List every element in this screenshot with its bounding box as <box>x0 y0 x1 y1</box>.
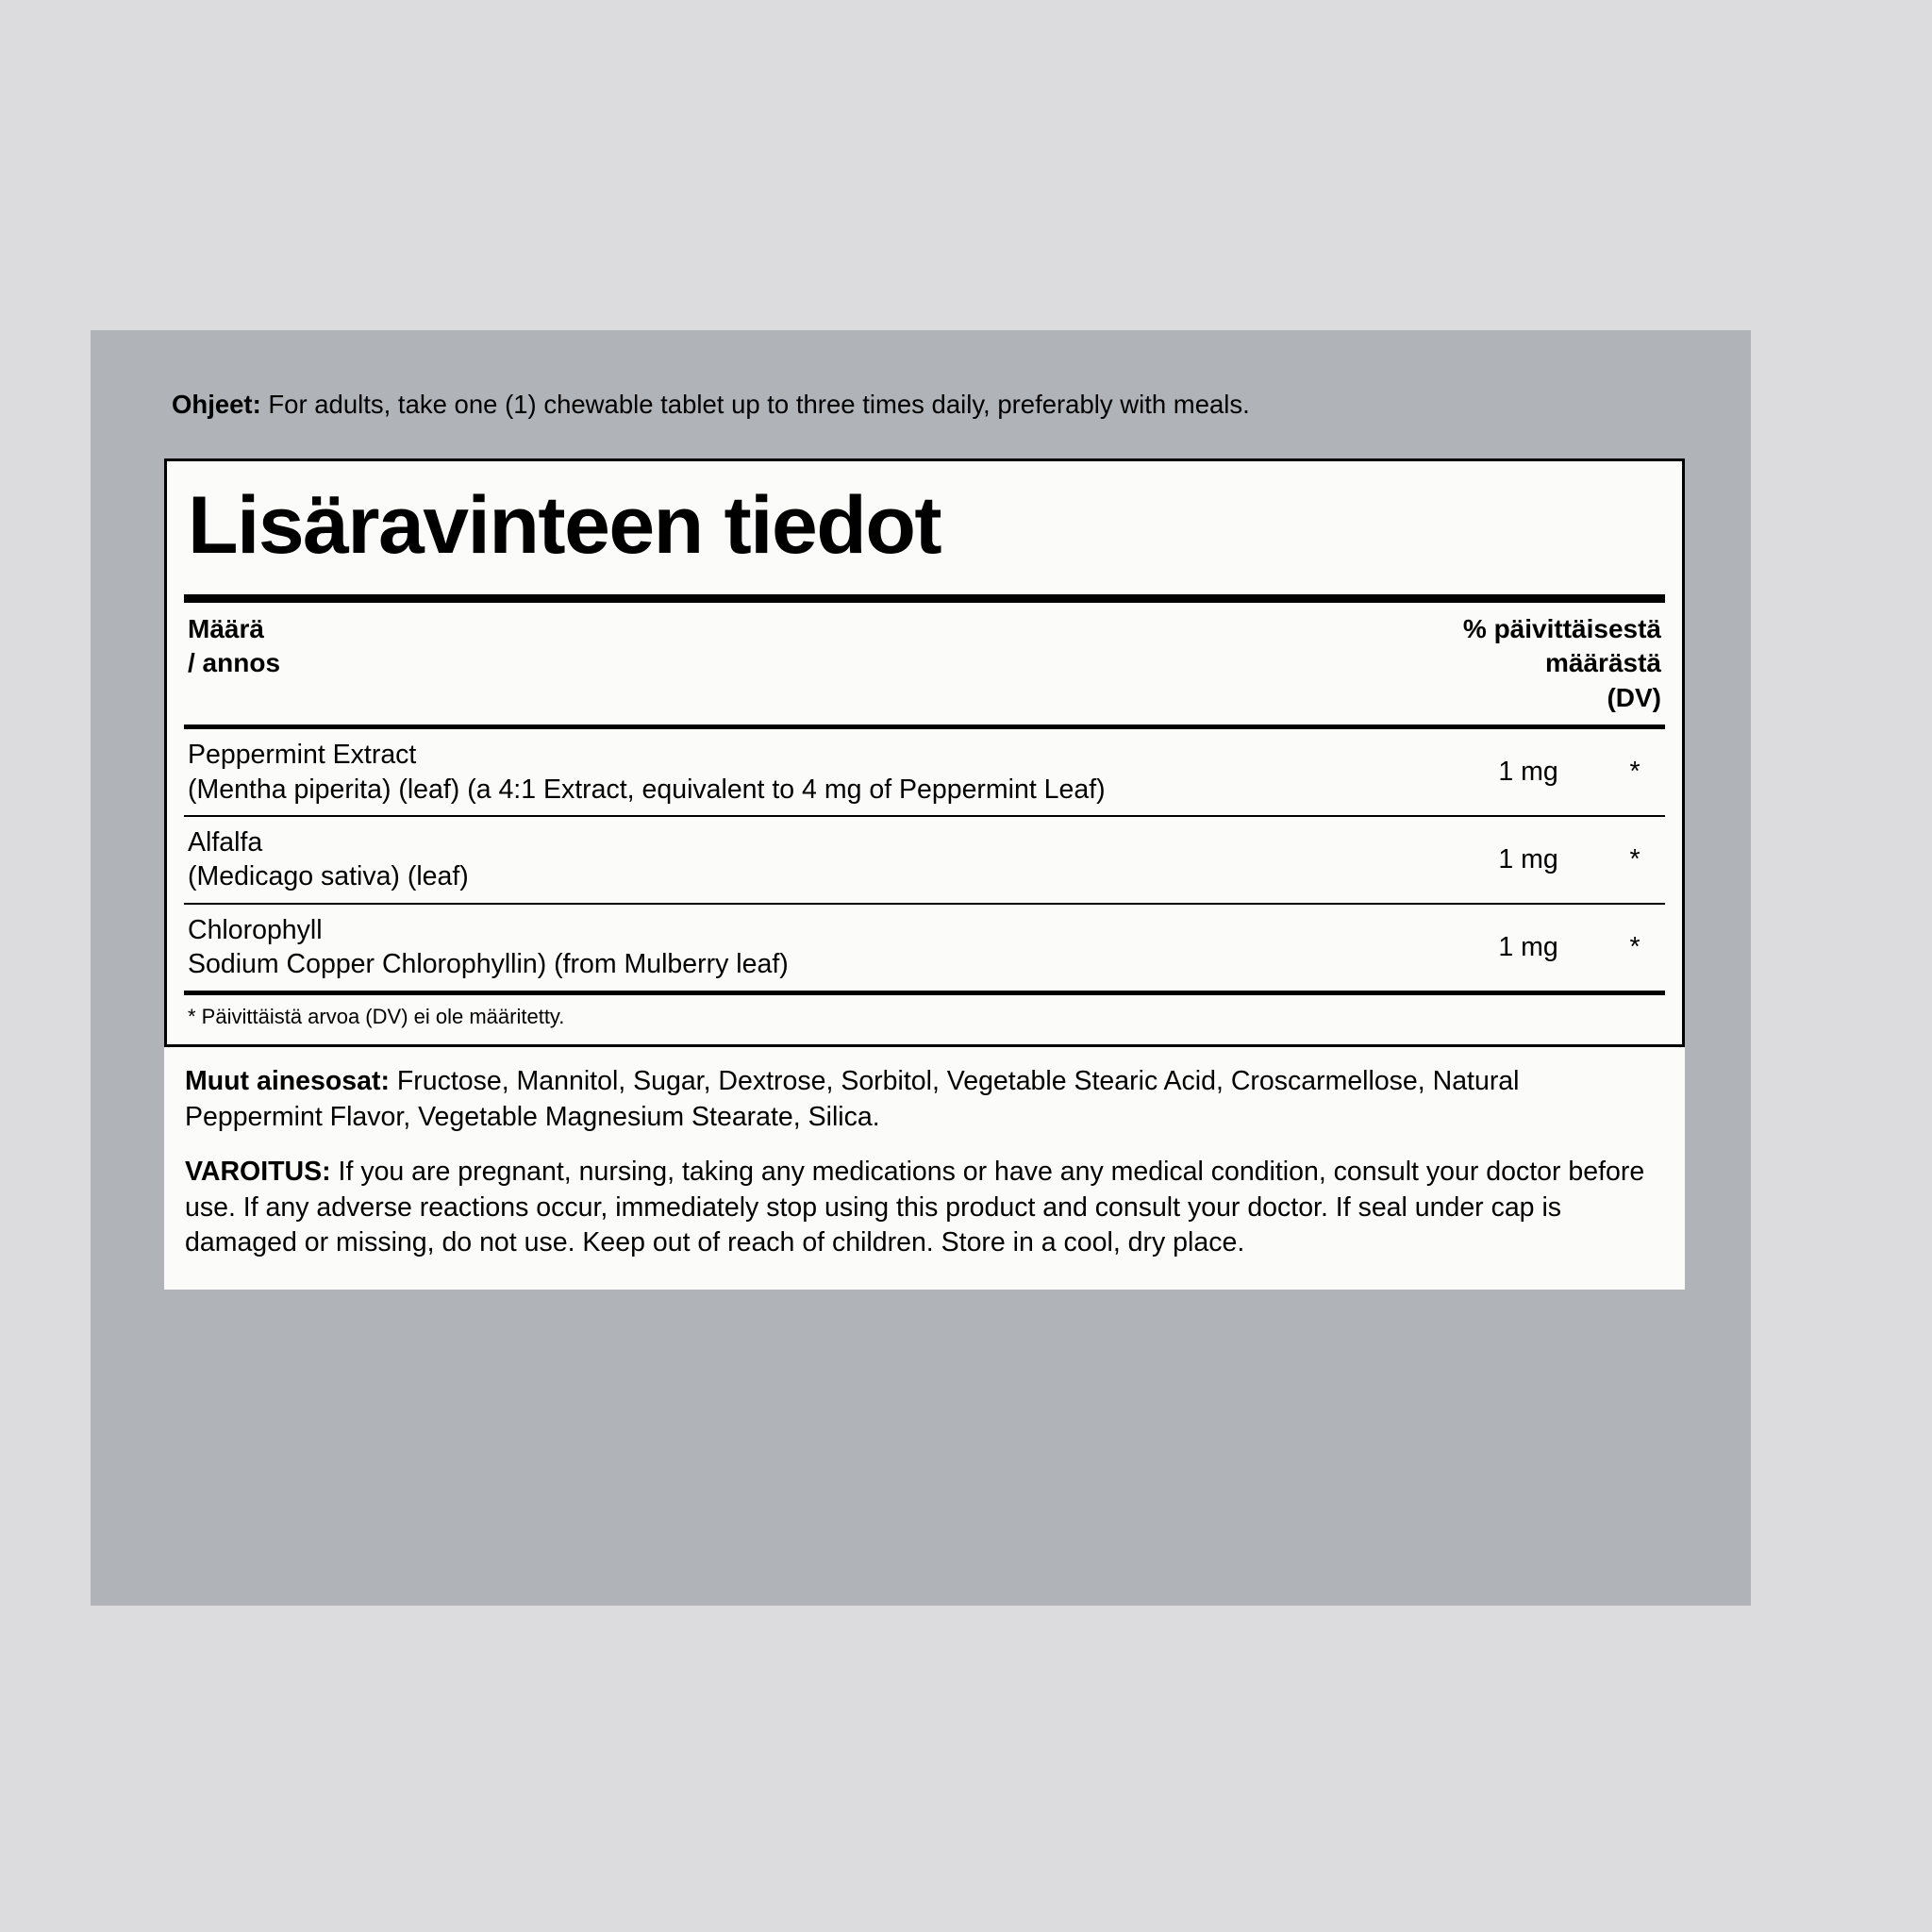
dv-header-line3: (DV) <box>1607 682 1661 712</box>
directions-label: Ohjeet: <box>172 390 261 419</box>
supplement-label-panel <box>91 330 1751 1606</box>
table-row <box>184 905 1665 991</box>
amount-header-line2: / annos <box>188 648 281 678</box>
amount-per-serving-header <box>188 612 280 715</box>
nutrient-daily-value: * <box>1629 931 1641 962</box>
other-ingredients-text: Fructose, Mannitol, Sugar, Dextrose, Sorbitol, Vegetable Stearic Acid, Croscarmellose, Natural Peppermint Flavor, Vegetable Magnesium Stearate, Silica. <box>185 1065 1520 1132</box>
supplement-facts-title: Lisäravinteen tiedot <box>188 480 941 571</box>
other-ingredients <box>164 1047 1685 1141</box>
nutrient-name <box>188 913 1448 982</box>
divider-heavy-top <box>184 594 1665 603</box>
directions-body: For adults, take one (1) chewable tablet up to three times daily, preferably with meals. <box>260 390 1250 419</box>
warning-section <box>164 1141 1685 1291</box>
supplement-facts-panel <box>164 458 1685 1290</box>
nutrient-name-line1: Alfalfa <box>188 826 263 858</box>
nutrient-name-line2: (Medicago sativa) (leaf) <box>188 861 469 892</box>
dv-header-line1: % päivittäisestä <box>1462 613 1661 643</box>
warning-text: If you are pregnant, nursing, taking any medications or have any medical condition, consult your doctor before use. If any adverse reactions occur, immediately stop using this product and consult your doctor. If seal under cap is damaged or missing, do not use. Keep out of reach of children. Store in a cool, dry place. <box>185 1156 1645 1258</box>
daily-value-footnote: * Päivittäistä arvoa (DV) ei ole määritetty. <box>188 1004 565 1028</box>
amount-header-row <box>184 603 1665 724</box>
nutrient-daily-value: * <box>1629 843 1641 874</box>
nutrient-name <box>188 825 1448 894</box>
nutrient-name-line2: (Mentha piperita) (leaf) (a 4:1 Extract, equivalent to 4 mg of Peppermint Leaf) <box>188 774 1106 805</box>
nutrient-name <box>188 738 1448 807</box>
other-ingredients-label: Muut ainesosat: <box>185 1065 390 1096</box>
table-row <box>184 729 1665 815</box>
table-row <box>184 817 1665 903</box>
nutrient-daily-value: * <box>1629 757 1641 788</box>
daily-value-header <box>1463 612 1661 715</box>
nutrient-name-line2: Sodium Copper Chlorophyllin) (from Mulberry leaf) <box>188 949 789 980</box>
warning-label: VAROITUS: <box>185 1156 331 1187</box>
nutrient-name-line1: Peppermint Extract <box>188 740 417 771</box>
supplement-facts-box <box>164 458 1685 1047</box>
amount-header-line1: Määrä <box>188 613 264 643</box>
directions-text <box>172 389 1681 421</box>
nutrient-name-line1: Chlorophyll <box>188 914 323 945</box>
nutrient-amount: 1 mg <box>1498 931 1558 962</box>
dv-header-line2: määrästä <box>1545 648 1661 678</box>
nutrient-amount: 1 mg <box>1498 843 1558 874</box>
nutrient-amount: 1 mg <box>1498 757 1558 788</box>
